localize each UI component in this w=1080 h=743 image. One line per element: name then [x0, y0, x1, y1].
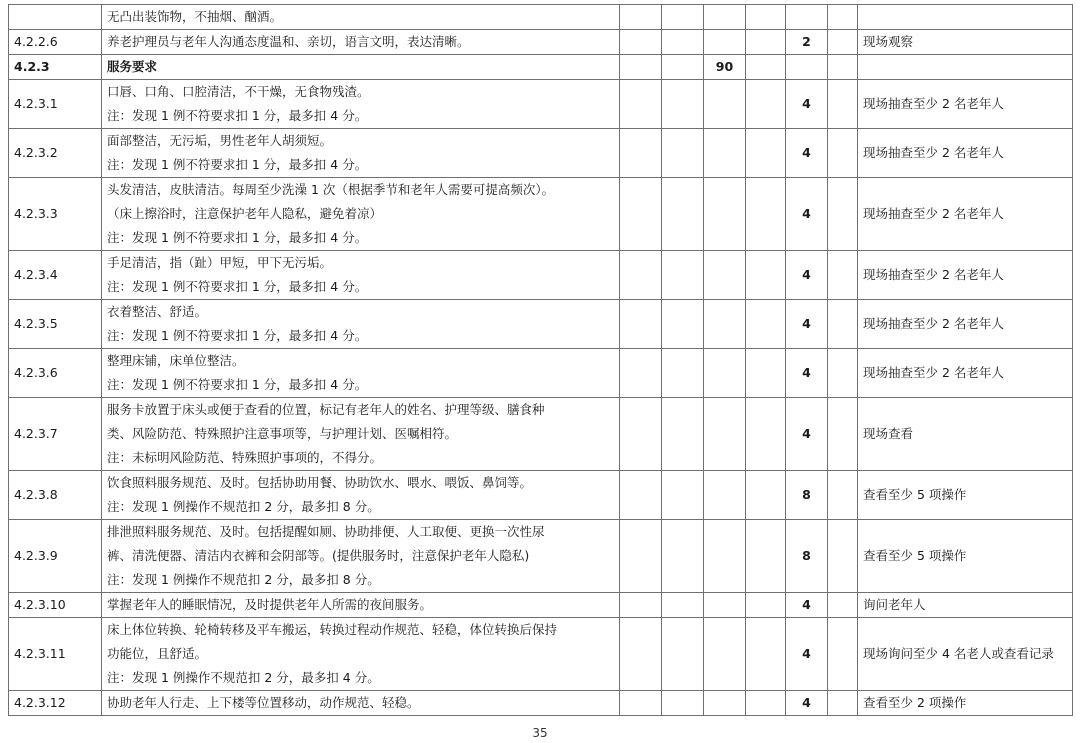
blank-cell: [620, 55, 662, 80]
blank-cell: [746, 30, 786, 55]
content-line: 裤、清洗便器、清洁内衣裤和会阴部等。(提供服务时，注意保护老年人隐私): [107, 548, 530, 563]
blank-cell: [746, 300, 786, 349]
table-row: [9, 471, 1073, 520]
subtotal-score-cell: [704, 300, 746, 349]
evaluation-method-cell: 查看至少 5 项操作: [858, 520, 1073, 593]
clause-content-cell: [102, 251, 620, 300]
score-cell: 4: [786, 398, 828, 471]
evaluation-method-cell: 现场观察: [858, 30, 1073, 55]
content-line: 掌握老年人的睡眠情况，及时提供老年人所需的夜间服务。: [107, 597, 433, 612]
subtotal-score-cell: [704, 471, 746, 520]
blank-cell: [662, 55, 704, 80]
clause-content-cell: [102, 398, 620, 471]
subtotal-score-cell: [704, 30, 746, 55]
blank-cell: [620, 129, 662, 178]
page-number: 35: [532, 726, 548, 740]
blank-cell: [620, 593, 662, 618]
clause-content-cell: [102, 618, 620, 691]
evaluation-method-cell: 现场查看: [858, 398, 1073, 471]
score-cell: 4: [786, 593, 828, 618]
content-line: 注：发现 1 例不符要求扣 1 分，最多扣 4 分。: [107, 377, 368, 392]
clause-number-cell: 4.2.3.4: [9, 251, 102, 300]
blank-cell: [620, 398, 662, 471]
blank-cell: [662, 178, 704, 251]
blank-cell: [620, 5, 662, 30]
score-cell: 8: [786, 520, 828, 593]
table-row: [9, 691, 1073, 716]
evaluation-method-cell: 现场抽查至少 2 名老年人: [858, 251, 1073, 300]
content-line: 手足清洁，指（趾）甲短，甲下无污垢。: [107, 255, 333, 270]
blank-cell: [746, 691, 786, 716]
score-cell: 2: [786, 30, 828, 55]
evaluation-method-cell: 查看至少 2 项操作: [858, 691, 1073, 716]
clause-number-cell: [9, 5, 102, 30]
evaluation-method-cell: [858, 5, 1073, 30]
subtotal-score-cell: [704, 691, 746, 716]
table-row: [9, 129, 1073, 178]
blank-cell: [662, 471, 704, 520]
table-row: [9, 30, 1073, 55]
clause-content-cell: [102, 55, 620, 80]
evaluation-method-cell: 现场抽查至少 2 名老年人: [858, 349, 1073, 398]
blank-cell: [828, 251, 858, 300]
blank-cell: [662, 593, 704, 618]
clause-number-cell: 4.2.3.1: [9, 80, 102, 129]
subtotal-score-cell: [704, 398, 746, 471]
subtotal-score-cell: [704, 618, 746, 691]
clause-content-cell: [102, 5, 620, 30]
clause-number-cell: 4.2.3.8: [9, 471, 102, 520]
blank-cell: [828, 618, 858, 691]
blank-cell: [828, 691, 858, 716]
clause-number-cell: 4.2.3.11: [9, 618, 102, 691]
blank-cell: [662, 520, 704, 593]
blank-cell: [620, 349, 662, 398]
score-cell: [786, 5, 828, 30]
blank-cell: [662, 349, 704, 398]
content-line: 饮食照料服务规范、及时。包括协助用餐、协助饮水、喂水、喂饭、鼻饲等。: [107, 475, 533, 490]
blank-cell: [620, 300, 662, 349]
blank-cell: [662, 691, 704, 716]
content-line: 功能位，且舒适。: [107, 646, 208, 661]
blank-cell: [746, 55, 786, 80]
evaluation-method-cell: 查看至少 5 项操作: [858, 471, 1073, 520]
table-row: [9, 178, 1073, 251]
content-line: 面部整洁，无污垢，男性老年人胡须短。: [107, 133, 333, 148]
clause-number-cell: 4.2.3.3: [9, 178, 102, 251]
table-row: [9, 349, 1073, 398]
score-cell: 4: [786, 80, 828, 129]
table-row: [9, 593, 1073, 618]
evaluation-method-cell: 现场询问至少 4 名老人或查看记录: [858, 618, 1073, 691]
content-line: 注：发现 1 例操作不规范扣 2 分，最多扣 4 分。: [107, 670, 380, 685]
content-line: 注：发现 1 例不符要求扣 1 分，最多扣 4 分。: [107, 279, 368, 294]
blank-cell: [662, 398, 704, 471]
blank-cell: [746, 80, 786, 129]
clause-number-cell: 4.2.3.10: [9, 593, 102, 618]
blank-cell: [746, 520, 786, 593]
score-cell: 4: [786, 251, 828, 300]
blank-cell: [662, 129, 704, 178]
score-cell: 4: [786, 178, 828, 251]
blank-cell: [662, 251, 704, 300]
content-line: 注：发现 1 例不符要求扣 1 分，最多扣 4 分。: [107, 157, 368, 172]
evaluation-method-cell: 现场抽查至少 2 名老年人: [858, 178, 1073, 251]
score-cell: [786, 55, 828, 80]
evaluation-method-cell: 现场抽查至少 2 名老年人: [858, 80, 1073, 129]
clause-content-cell: [102, 349, 620, 398]
blank-cell: [746, 178, 786, 251]
subtotal-score-cell: [704, 349, 746, 398]
clause-number-cell: 4.2.3.7: [9, 398, 102, 471]
blank-cell: [828, 55, 858, 80]
blank-cell: [828, 520, 858, 593]
score-cell: 4: [786, 618, 828, 691]
blank-cell: [828, 178, 858, 251]
subtotal-score-cell: [704, 593, 746, 618]
blank-cell: [662, 5, 704, 30]
blank-cell: [828, 5, 858, 30]
blank-cell: [620, 471, 662, 520]
clause-content-cell: [102, 471, 620, 520]
subtotal-score-cell: [704, 520, 746, 593]
evaluation-method-cell: 现场抽查至少 2 名老年人: [858, 300, 1073, 349]
content-line: 无凸出装饰物，不抽烟、酗酒。: [107, 9, 283, 24]
blank-cell: [746, 5, 786, 30]
evaluation-method-cell: 询问老年人: [858, 593, 1073, 618]
score-cell: 4: [786, 349, 828, 398]
blank-cell: [620, 251, 662, 300]
content-line: 衣着整洁、舒适。: [107, 304, 208, 319]
table-row: [9, 55, 1073, 80]
content-line: 注：发现 1 例不符要求扣 1 分，最多扣 4 分。: [107, 108, 368, 123]
blank-cell: [662, 30, 704, 55]
evaluation-method-cell: [858, 55, 1073, 80]
blank-cell: [662, 300, 704, 349]
blank-cell: [746, 129, 786, 178]
table-row: [9, 520, 1073, 593]
content-line: 床上体位转换、轮椅转移及平车搬运，转换过程动作规范、轻稳，体位转换后保持: [107, 622, 558, 637]
blank-cell: [746, 593, 786, 618]
standard-table: [8, 4, 1073, 716]
table-row: [9, 618, 1073, 691]
blank-cell: [828, 471, 858, 520]
blank-cell: [662, 80, 704, 129]
clause-number-cell: 4.2.3.12: [9, 691, 102, 716]
subtotal-score-cell: [704, 5, 746, 30]
blank-cell: [828, 80, 858, 129]
table-row: [9, 300, 1073, 349]
clause-content-cell: [102, 80, 620, 129]
blank-cell: [828, 129, 858, 178]
table-body: [9, 5, 1073, 716]
subtotal-score-cell: 90: [704, 55, 746, 80]
blank-cell: [746, 349, 786, 398]
blank-cell: [620, 30, 662, 55]
content-line: 注：未标明风险防范、特殊照护事项的，不得分。: [107, 450, 383, 465]
blank-cell: [828, 30, 858, 55]
content-line: 类、风险防范、特殊照护注意事项等，与护理计划、医嘱相符。: [107, 426, 458, 441]
blank-cell: [828, 593, 858, 618]
content-line: 协助老年人行走、上下楼等位置移动，动作规范、轻稳。: [107, 695, 420, 710]
blank-cell: [662, 618, 704, 691]
blank-cell: [828, 349, 858, 398]
subtotal-score-cell: [704, 251, 746, 300]
clause-content-cell: [102, 129, 620, 178]
blank-cell: [620, 618, 662, 691]
content-line: 注：发现 1 例操作不规范扣 2 分，最多扣 8 分。: [107, 499, 380, 514]
score-cell: 4: [786, 691, 828, 716]
content-line: 头发清洁，皮肤清洁。每周至少洗澡 1 次（根据季节和老年人需要可提高频次）。: [107, 182, 555, 197]
content-line: 注：发现 1 例不符要求扣 1 分，最多扣 4 分。: [107, 328, 368, 343]
content-line: （床上擦浴时，注意保护老年人隐私，避免着凉）: [107, 206, 383, 221]
clause-number-cell: 4.2.2.6: [9, 30, 102, 55]
clause-content-cell: [102, 520, 620, 593]
clause-content-cell: [102, 300, 620, 349]
blank-cell: [746, 251, 786, 300]
content-line: 服务卡放置于床头或便于查看的位置，标记有老年人的姓名、护理等级、膳食种: [107, 402, 545, 417]
clause-content-cell: [102, 593, 620, 618]
blank-cell: [620, 520, 662, 593]
subtotal-score-cell: [704, 178, 746, 251]
subtotal-score-cell: [704, 80, 746, 129]
clause-content-cell: [102, 30, 620, 55]
clause-content-cell: [102, 178, 620, 251]
clause-number-cell: 4.2.3.9: [9, 520, 102, 593]
table-row: [9, 80, 1073, 129]
blank-cell: [620, 691, 662, 716]
subtotal-score-cell: [704, 129, 746, 178]
clause-number-cell: 4.2.3.5: [9, 300, 102, 349]
clause-content-cell: [102, 691, 620, 716]
blank-cell: [746, 398, 786, 471]
score-cell: 4: [786, 129, 828, 178]
blank-cell: [746, 618, 786, 691]
table-row: [9, 251, 1073, 300]
blank-cell: [746, 471, 786, 520]
clause-number-cell: 4.2.3.2: [9, 129, 102, 178]
clause-number-cell: 4.2.3.6: [9, 349, 102, 398]
table-row: [9, 398, 1073, 471]
content-line: 服务要求: [107, 59, 158, 74]
content-line: 排泄照料服务规范、及时。包括提醒如厕、协助排便、人工取便、更换一次性尿: [107, 524, 545, 539]
content-line: 口唇、口角、口腔清洁，不干燥，无食物残渣。: [107, 84, 370, 99]
content-line: 注：发现 1 例操作不规范扣 2 分，最多扣 8 分。: [107, 572, 380, 587]
blank-cell: [620, 178, 662, 251]
blank-cell: [828, 300, 858, 349]
blank-cell: [620, 80, 662, 129]
score-cell: 8: [786, 471, 828, 520]
clause-number-cell: 4.2.3: [9, 55, 102, 80]
table-row: [9, 5, 1073, 30]
score-cell: 4: [786, 300, 828, 349]
content-line: 整理床铺，床单位整洁。: [107, 353, 245, 368]
blank-cell: [828, 398, 858, 471]
evaluation-method-cell: 现场抽查至少 2 名老年人: [858, 129, 1073, 178]
content-line: 注：发现 1 例不符要求扣 1 分，最多扣 4 分。: [107, 230, 368, 245]
content-line: 养老护理员与老年人沟通态度温和、亲切，语言文明，表达清晰。: [107, 34, 470, 49]
